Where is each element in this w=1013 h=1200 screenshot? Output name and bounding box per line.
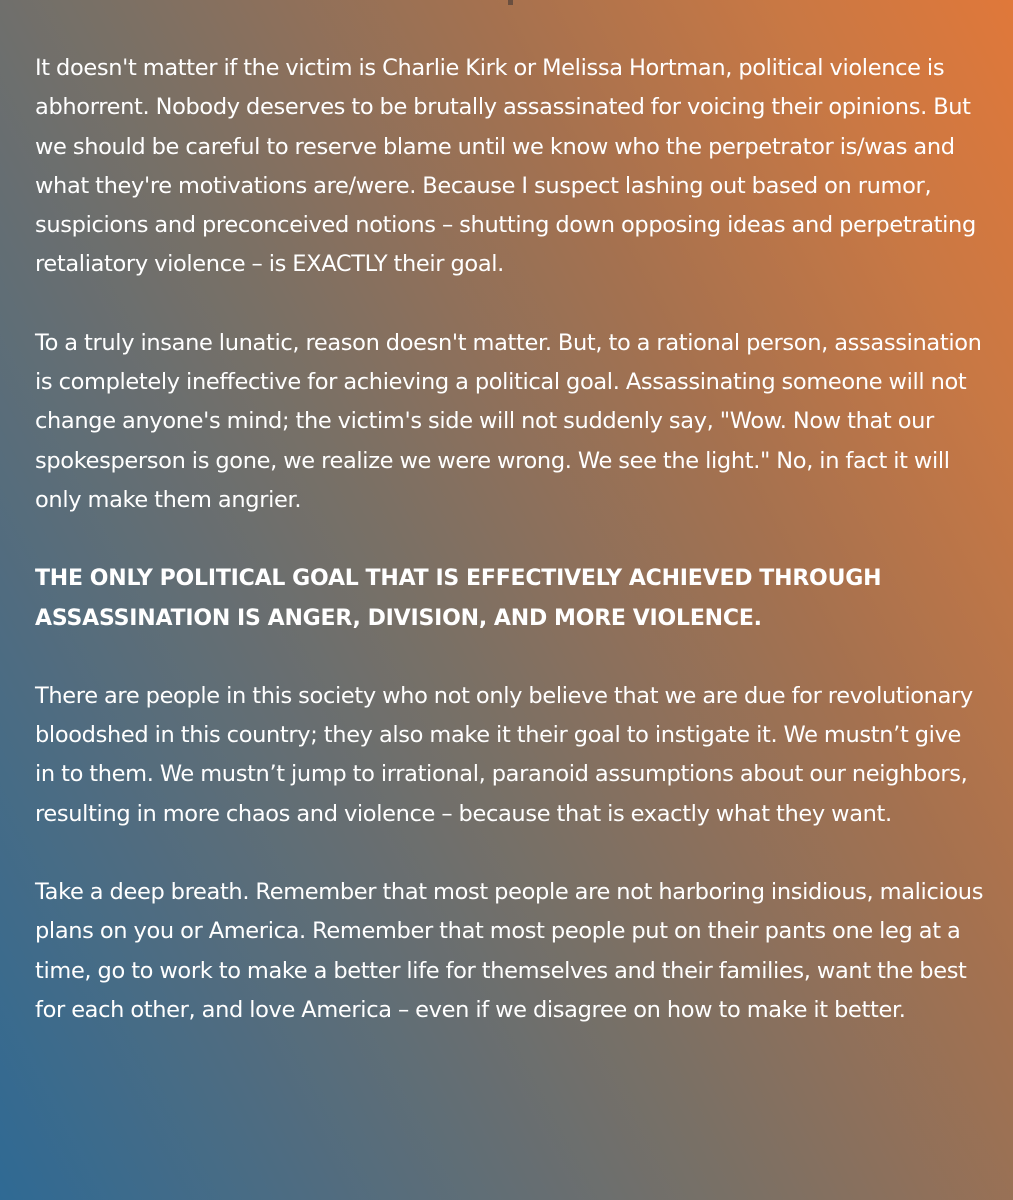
paragraph-5: Take a deep breath. Remember that most people are not harboring insidious, malicious plans on you or America. Remember that most people put on their pants one leg at a time, go to work to make a better life for themselves and their families, want the best for each other, and love America – even if we disagree on how to make it better. bbox=[35, 879, 984, 1023]
document-body bbox=[35, 49, 985, 1030]
emphasis-paragraph: THE ONLY POLITICAL GOAL THAT IS EFFECTIVELY ACHIEVED THROUGH ASSASSINATION IS ANGER, DIVISION, AND MORE VIOLENCE. bbox=[35, 566, 882, 631]
paragraph-1: It doesn't matter if the victim is Charlie Kirk or Melissa Hortman, political violence is abhorrent. Nobody deserves to be brutally assassinated for voicing their opinions. But we should be careful to reserve blame until we know who the perpetrator is/was and what they're motivations are/were. Because I suspect lashing out based on rumor, suspicions and preconceived notions – shutting down opposing ideas and perpetrating retaliatory violence – is EXACTLY their goal. bbox=[35, 55, 976, 278]
paragraph-2: To a truly insane lunatic, reason doesn't matter. But, to a rational person, assassination is completely ineffective for achieving a political goal. Assassinating someone will not change anyone's mind; the victim's side will not suddenly say, "Wow. Now that our spokesperson is gone, we realize we were wrong. We see the light." No, in fact it will only make them angrier. bbox=[35, 329, 982, 513]
paragraph-4: There are people in this society who not only believe that we are due for revolutionary bloodshed in this country; they also make it their goal to instigate it. We mustn’t give in to them. We mustn’t jump to irrational, paranoid assumptions about our neighbors, resulting in more chaos and violence – because that is exactly what they want. bbox=[35, 682, 973, 827]
top-edge-mark bbox=[508, 0, 513, 5]
